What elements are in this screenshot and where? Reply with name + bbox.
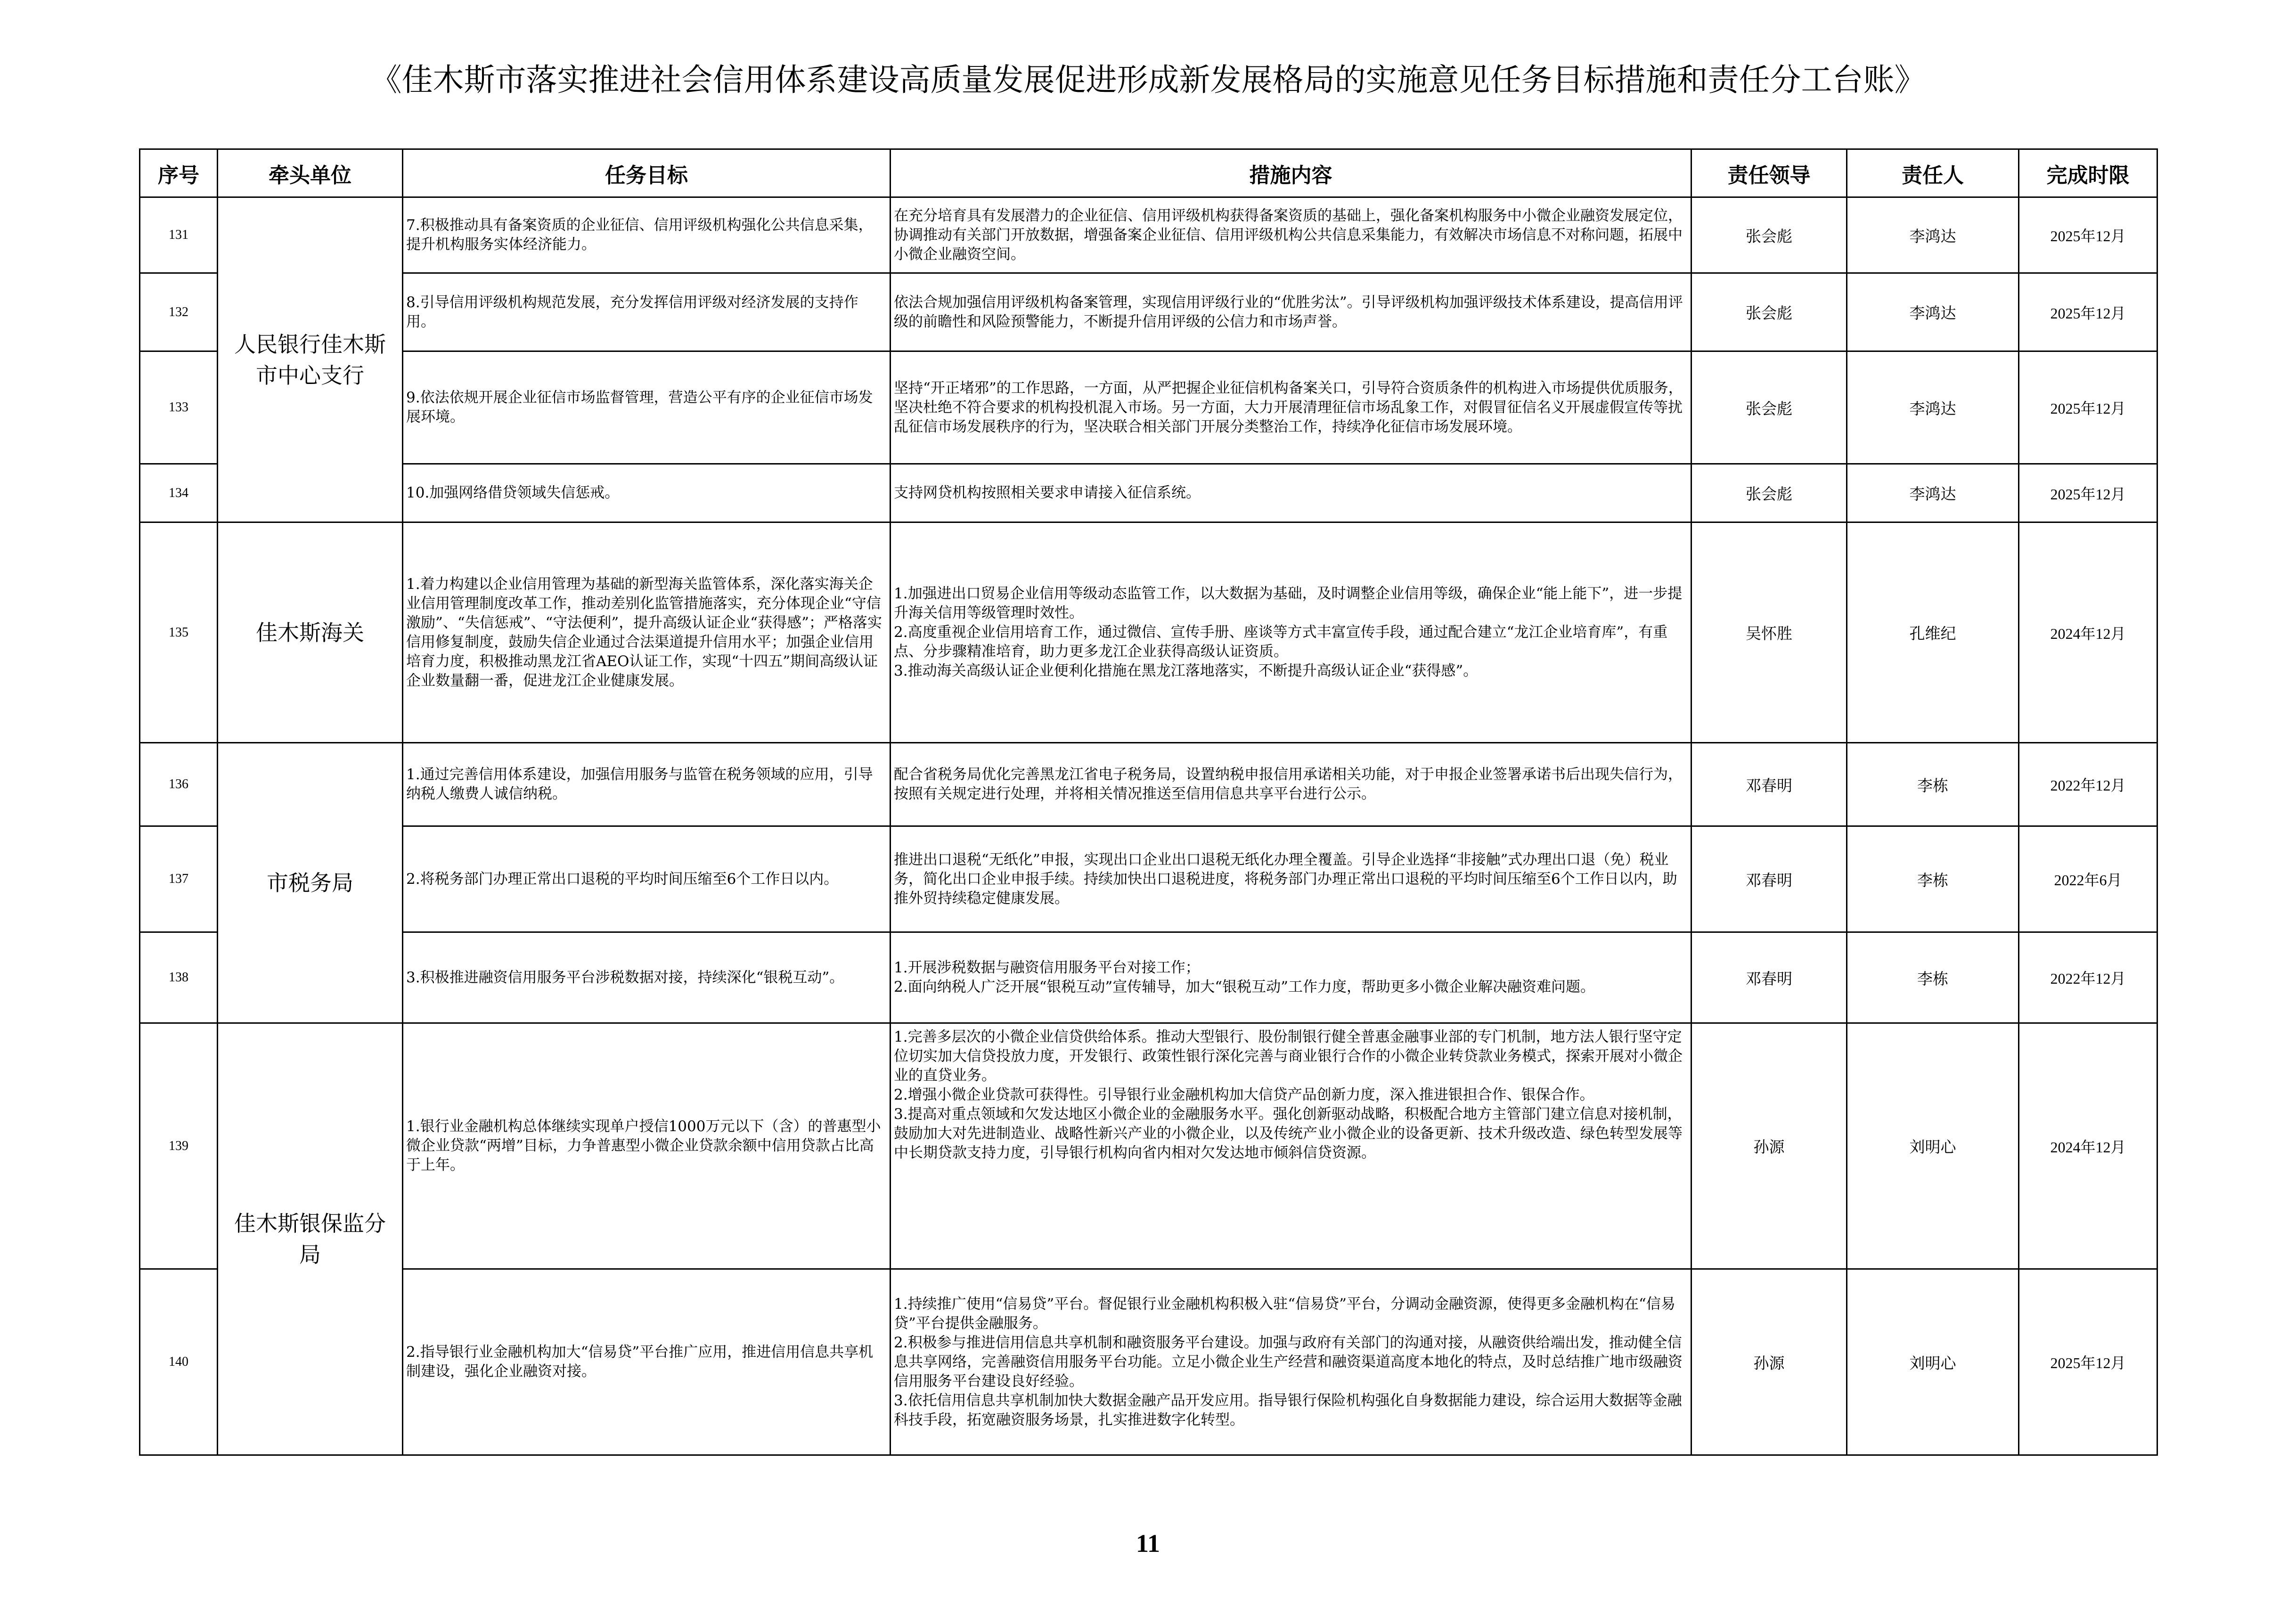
table-row xyxy=(140,522,2157,743)
document-title: 《佳木斯市落实推进社会信用体系建设高质量发展促进形成新发展格局的实施意见任务目标措施和责任分工台账》 xyxy=(370,62,1926,98)
header-measure: 措施内容 xyxy=(891,149,1691,197)
lead-unit-customs: 佳木斯海关 xyxy=(218,522,403,743)
table-row xyxy=(140,932,2157,1023)
table-row xyxy=(140,826,2157,932)
header-leader: 责任领导 xyxy=(1691,149,1847,197)
row-leader: 孙源 xyxy=(1691,1269,1847,1455)
row-seq: 131 xyxy=(140,197,218,273)
row-seq: 132 xyxy=(140,273,218,351)
table-row xyxy=(140,464,2157,522)
row-person: 刘明心 xyxy=(1847,1023,2019,1269)
row-goal: 2.将税务部门办理正常出口退税的平均时间压缩至6个工作日以内。 xyxy=(403,826,891,932)
row-person: 李栋 xyxy=(1847,743,2019,826)
row-deadline: 2024年12月 xyxy=(2019,522,2157,743)
header-unit: 牵头单位 xyxy=(218,149,403,197)
row-measure: 在充分培育具有发展潜力的企业征信、信用评级机构获得备案资质的基础上，强化备案机构服务中小微企业融资发展定位，协调推动有关部门开放数据，增强备案企业征信、信用评级机构公共信息采集能力，有效解决市场信息不对称问题，拓展中小微企业融资空间。 xyxy=(891,197,1691,273)
row-seq: 137 xyxy=(140,826,218,932)
row-person: 李鸿达 xyxy=(1847,351,2019,464)
row-leader: 张会彪 xyxy=(1691,197,1847,273)
lead-unit-tax: 市税务局 xyxy=(218,743,403,1023)
row-deadline: 2025年12月 xyxy=(2019,197,2157,273)
row-goal: 1.着力构建以企业信用管理为基础的新型海关监管体系，深化落实海关企业信用管理制度改革工作，推动差别化监管措施落实，充分体现企业“守信激励”、“失信惩戒”、“守法便利”，提升高级认证企业“获得感”；严格落实信用修复制度，鼓励失信企业通过合法渠道提升信用水平；加强企业信用培育力度，积极推动黑龙江省AEO认证工作，实现“十四五”期间高级认证企业数量翻一番，促进龙江企业健康发展。 xyxy=(403,522,891,743)
table-row xyxy=(140,351,2157,464)
table-header-row xyxy=(140,149,2157,197)
row-leader: 邓春明 xyxy=(1691,743,1847,826)
row-seq: 138 xyxy=(140,932,218,1023)
row-goal: 1.银行业金融机构总体继续实现单户授信1000万元以下（含）的普惠型小微企业贷款“两增”目标，力争普惠型小微企业贷款余额中信用贷款占比高于上年。 xyxy=(403,1023,891,1269)
row-leader: 张会彪 xyxy=(1691,464,1847,522)
row-deadline: 2025年12月 xyxy=(2019,1269,2157,1455)
header-seq: 序号 xyxy=(140,149,218,197)
row-seq: 139 xyxy=(140,1023,218,1269)
row-person: 李鸿达 xyxy=(1847,273,2019,351)
row-measure: 配合省税务局优化完善黑龙江省电子税务局，设置纳税申报信用承诺相关功能，对于申报企业签署承诺书后出现失信行为，按照有关规定进行处理，并将相关情况推送至信用信息共享平台进行公示。 xyxy=(891,743,1691,826)
header-deadline: 完成时限 xyxy=(2019,149,2157,197)
row-leader: 吴怀胜 xyxy=(1691,522,1847,743)
row-measure: 1.加强进出口贸易企业信用等级动态监管工作，以大数据为基础，及时调整企业信用等级，确保企业“能上能下”，进一步提升海关信用等级管理时效性。 2.高度重视企业信用培育工作，通过微信、宣传手册、座谈等方式丰富宣传手段，通过配合建立“龙江企业培育库”，有重点、分步骤精准培育，助力更多龙江企业获得高级认证资质。 3.推动海关高级认证企业便利化措施在黑龙江落地落实，不断提升高级认证企业“获得感”。 xyxy=(891,522,1691,743)
row-deadline: 2025年12月 xyxy=(2019,273,2157,351)
row-deadline: 2025年12月 xyxy=(2019,464,2157,522)
row-seq: 136 xyxy=(140,743,218,826)
row-goal: 10.加强网络借贷领域失信惩戒。 xyxy=(403,464,891,522)
row-measure: 依法合规加强信用评级机构备案管理，实现信用评级行业的“优胜劣汰”。引导评级机构加强评级技术体系建设，提高信用评级的前瞻性和风险预警能力，不断提升信用评级的公信力和市场声誉。 xyxy=(891,273,1691,351)
row-measure: 推进出口退税“无纸化”申报，实现出口企业出口退税无纸化办理全覆盖。引导企业选择“非接触”式办理出口退（免）税业务，简化出口企业申报手续。持续加快出口退税进度，将税务部门办理正常出口退税的平均时间压缩至6个工作日以内，助推外贸持续稳定健康发展。 xyxy=(891,826,1691,932)
row-person: 李栋 xyxy=(1847,932,2019,1023)
table-row xyxy=(140,1269,2157,1455)
row-goal: 2.指导银行业金融机构加大“信易贷”平台推广应用，推进信用信息共享机制建设，强化企业融资对接。 xyxy=(403,1269,891,1455)
row-leader: 张会彪 xyxy=(1691,351,1847,464)
row-person: 孔维纪 xyxy=(1847,522,2019,743)
row-seq: 134 xyxy=(140,464,218,522)
row-deadline: 2022年6月 xyxy=(2019,826,2157,932)
table-row xyxy=(140,1023,2157,1269)
row-deadline: 2022年12月 xyxy=(2019,743,2157,826)
row-measure: 1.完善多层次的小微企业信贷供给体系。推动大型银行、股份制银行健全普惠金融事业部的专门机制，地方法人银行坚守定位切实加大信贷投放力度，开发银行、政策性银行深化完善与商业银行合作的小微企业转贷款业务模式，探索开展对小微企业的直贷业务。 2.增强小微企业贷款可获得性。引导银行业金融机构加大信贷产品创新力度，深入推进银担合作、银保合作。 3.提高对重点领域和欠发达地区小微企业的金融服务水平。强化创新驱动战略，积极配合地方主管部门建立信息对接机制，鼓励加大对先进制造业、战略性新兴产业的小微企业，以及传统产业小微企业的设备更新、技术升级改造、绿色转型发展等中长期贷款支持力度，引导银行机构向省内相对欠发达地市倾斜信贷资源。 xyxy=(891,1023,1691,1269)
row-measure: 1.开展涉税数据与融资信用服务平台对接工作； 2.面向纳税人广泛开展“银税互动”宣传辅导，加大“银税互动”工作力度，帮助更多小微企业解决融资难问题。 xyxy=(891,932,1691,1023)
row-leader: 邓春明 xyxy=(1691,826,1847,932)
row-goal: 9.依法依规开展企业征信市场监督管理，营造公平有序的企业征信市场发展环境。 xyxy=(403,351,891,464)
task-ledger-table xyxy=(139,148,2158,1456)
row-seq: 133 xyxy=(140,351,218,464)
row-goal: 3.积极推进融资信用服务平台涉税数据对接，持续深化“银税互动”。 xyxy=(403,932,891,1023)
row-deadline: 2022年12月 xyxy=(2019,932,2157,1023)
table-row xyxy=(140,273,2157,351)
row-goal: 8.引导信用评级机构规范发展，充分发挥信用评级对经济发展的支持作用。 xyxy=(403,273,891,351)
header-person: 责任人 xyxy=(1847,149,2019,197)
row-leader: 张会彪 xyxy=(1691,273,1847,351)
row-measure: 坚持“开正堵邪”的工作思路，一方面，从严把握企业征信机构备案关口，引导符合资质条件的机构进入市场提供优质服务，坚决杜绝不符合要求的机构投机混入市场。另一方面，大力开展清理征信市场乱象工作，对假冒征信名义开展虚假宣传等扰乱征信市场发展秩序的行为，坚决联合相关部门开展分类整治工作，持续净化征信市场发展环境。 xyxy=(891,351,1691,464)
row-leader: 邓春明 xyxy=(1691,932,1847,1023)
row-deadline: 2024年12月 xyxy=(2019,1023,2157,1269)
row-goal: 1.通过完善信用体系建设，加强信用服务与监管在税务领域的应用，引导纳税人缴费人诚信纳税。 xyxy=(403,743,891,826)
row-person: 李栋 xyxy=(1847,826,2019,932)
table-row xyxy=(140,743,2157,826)
row-seq: 135 xyxy=(140,522,218,743)
row-deadline: 2025年12月 xyxy=(2019,351,2157,464)
page-number: 11 xyxy=(1136,1529,1160,1558)
row-seq: 140 xyxy=(140,1269,218,1455)
lead-unit-pboc: 人民银行佳木斯市中心支行 xyxy=(218,197,403,522)
row-person: 刘明心 xyxy=(1847,1269,2019,1455)
lead-unit-cbirc: 佳木斯银保监分局 xyxy=(218,1023,403,1455)
row-goal: 7.积极推动具有备案资质的企业征信、信用评级机构强化公共信息采集，提升机构服务实体经济能力。 xyxy=(403,197,891,273)
header-goal: 任务目标 xyxy=(403,149,891,197)
row-measure: 1.持续推广使用“信易贷”平台。督促银行业金融机构积极入驻“信易贷”平台，分调动金融资源，使得更多金融机构在“信易贷”平台提供金融服务。 2.积极参与推进信用信息共享机制和融资服务平台建设。加强与政府有关部门的沟通对接，从融资供给端出发，推动健全信息共享网络，完善融资信用服务平台功能。立足小微企业生产经营和融资渠道高度本地化的特点，及时总结推广地市级融资信用服务平台建设良好经验。 3.依托信用信息共享机制加快大数据金融产品开发应用。指导银行保险机构强化自身数据能力建设，综合运用大数据等金融科技手段，拓宽融资服务场景，扎实推进数字化转型。 xyxy=(891,1269,1691,1455)
table-row xyxy=(140,197,2157,273)
row-leader: 孙源 xyxy=(1691,1023,1847,1269)
row-person: 李鸿达 xyxy=(1847,197,2019,273)
row-measure: 支持网贷机构按照相关要求申请接入征信系统。 xyxy=(891,464,1691,522)
row-person: 李鸿达 xyxy=(1847,464,2019,522)
